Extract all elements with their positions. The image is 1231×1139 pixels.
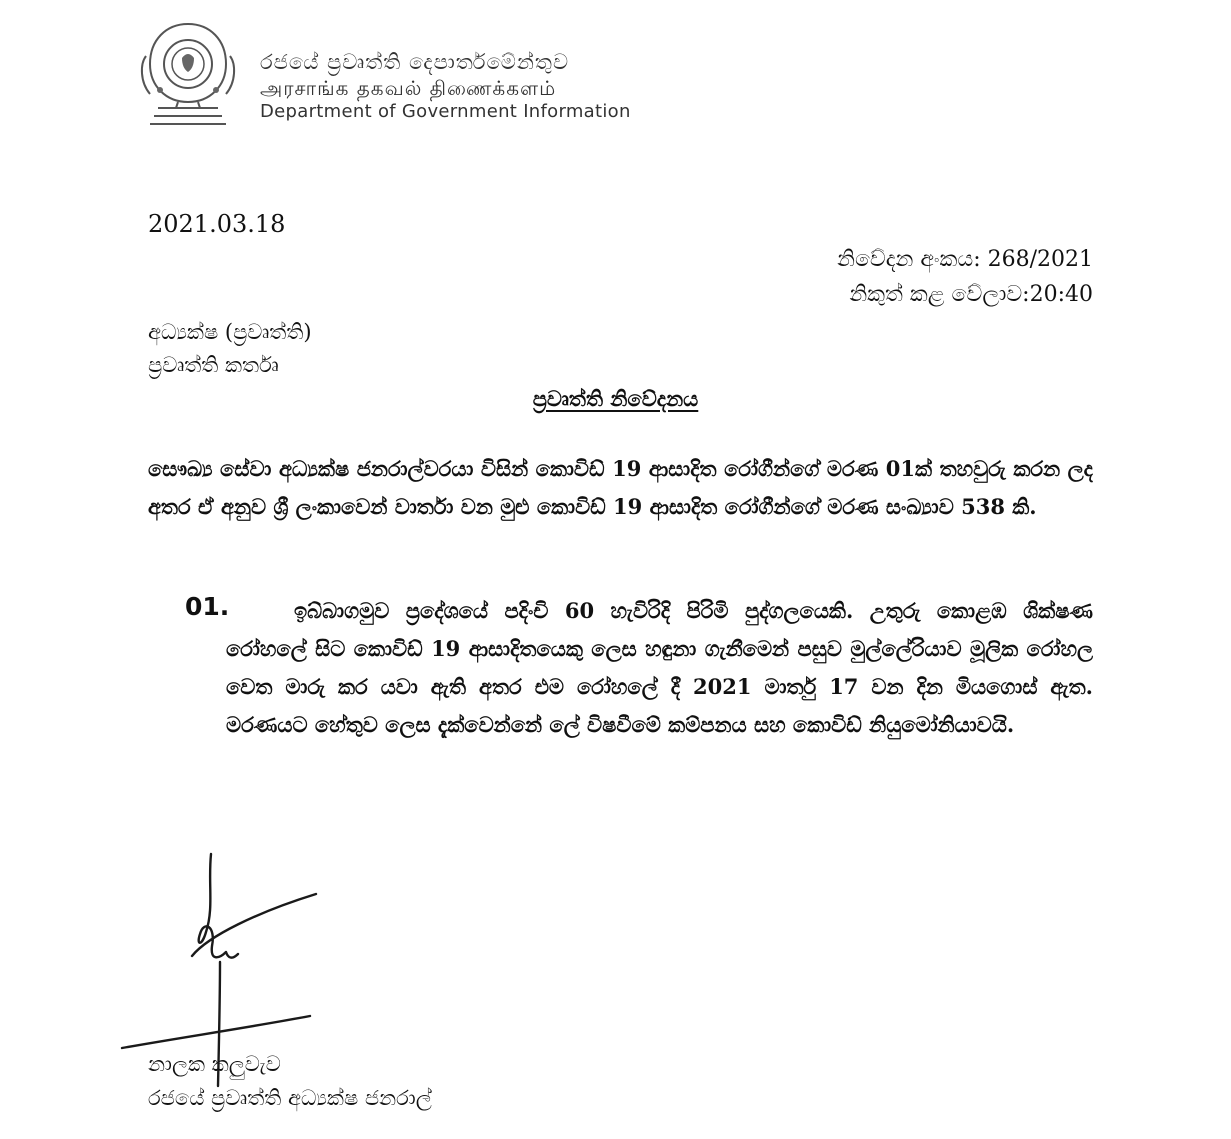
- subject-heading: [0, 386, 1231, 412]
- item-text: ඉබ්බාගමුව ප්‍රදේශයේ පදිංචි 60 හැවිරිදි පිරිමි පුද්ගලයෙකි. උතුරු කොළඹ ශික්ෂණ රෝහලේ සිට කොවිඩ් 19 ආසාදිතයෙකු ලෙස හඳුනා ගැනීමෙන් පසුව මුල්ලේරියාව මූලික රෝහල වෙත මාරු කර යවා ඇති අතර එම රෝහලේ දී 2021 මාර්තු 17 වන දින මියගොස් ඇත. මරණයට හේතුව ලෙස දැක්වෙන්නේ ලේ විෂවීමේ කම්පනය සහ කොවිඩ් නියුමෝනියාවයි.: [226, 598, 1093, 737]
- signatory-title: රජයේ ප්‍රවෘත්ති අධ්‍යක්ෂ ජනරාල්: [148, 1086, 432, 1110]
- signatory-name: නාලක කලුවැව: [148, 1052, 281, 1076]
- recipient-line-2: ප්‍රවෘත්ති කර්තෘ: [148, 353, 279, 377]
- intro-paragraph: සෞඛ්‍ය සේවා අධ්‍යක්ෂ ජනරාල්වරයා විසින් කොවිඩ් 19 ආසාදිත රෝගීන්ගේ මරණ 01ක් තහවුරු කරන ලද අතර ඒ අනුව ශ්‍රී ලංකාවෙන් වාර්තා වන මුළු කොවිඩ් 19 ආසාදිත රෝගීන්ගේ මරණ සංඛ්‍යාව 538 කි.: [148, 456, 1093, 519]
- subject-text: ප්‍රවෘත්ති නිවේදනය: [532, 386, 699, 411]
- release-number: නිවේදන අංකය: 268/2021: [837, 247, 1093, 272]
- department-name-english: Department of Government Information: [260, 101, 631, 122]
- department-name-sinhala: රජයේ ප්‍රවෘත්ති දෙපාර්තමේන්තුව: [260, 50, 570, 74]
- recipient-line-1: අධ්‍යක්ෂ (ප්‍රවෘත්ති): [148, 320, 312, 344]
- release-time: නිකුත් කළ වේලාව:20:40: [849, 282, 1093, 307]
- government-emblem: [138, 20, 238, 128]
- item-number: 01.: [185, 592, 230, 621]
- department-name-tamil: அரசாங்க தகவல் திணைக்களம்: [260, 76, 557, 100]
- release-date: 2021.03.18: [148, 210, 286, 238]
